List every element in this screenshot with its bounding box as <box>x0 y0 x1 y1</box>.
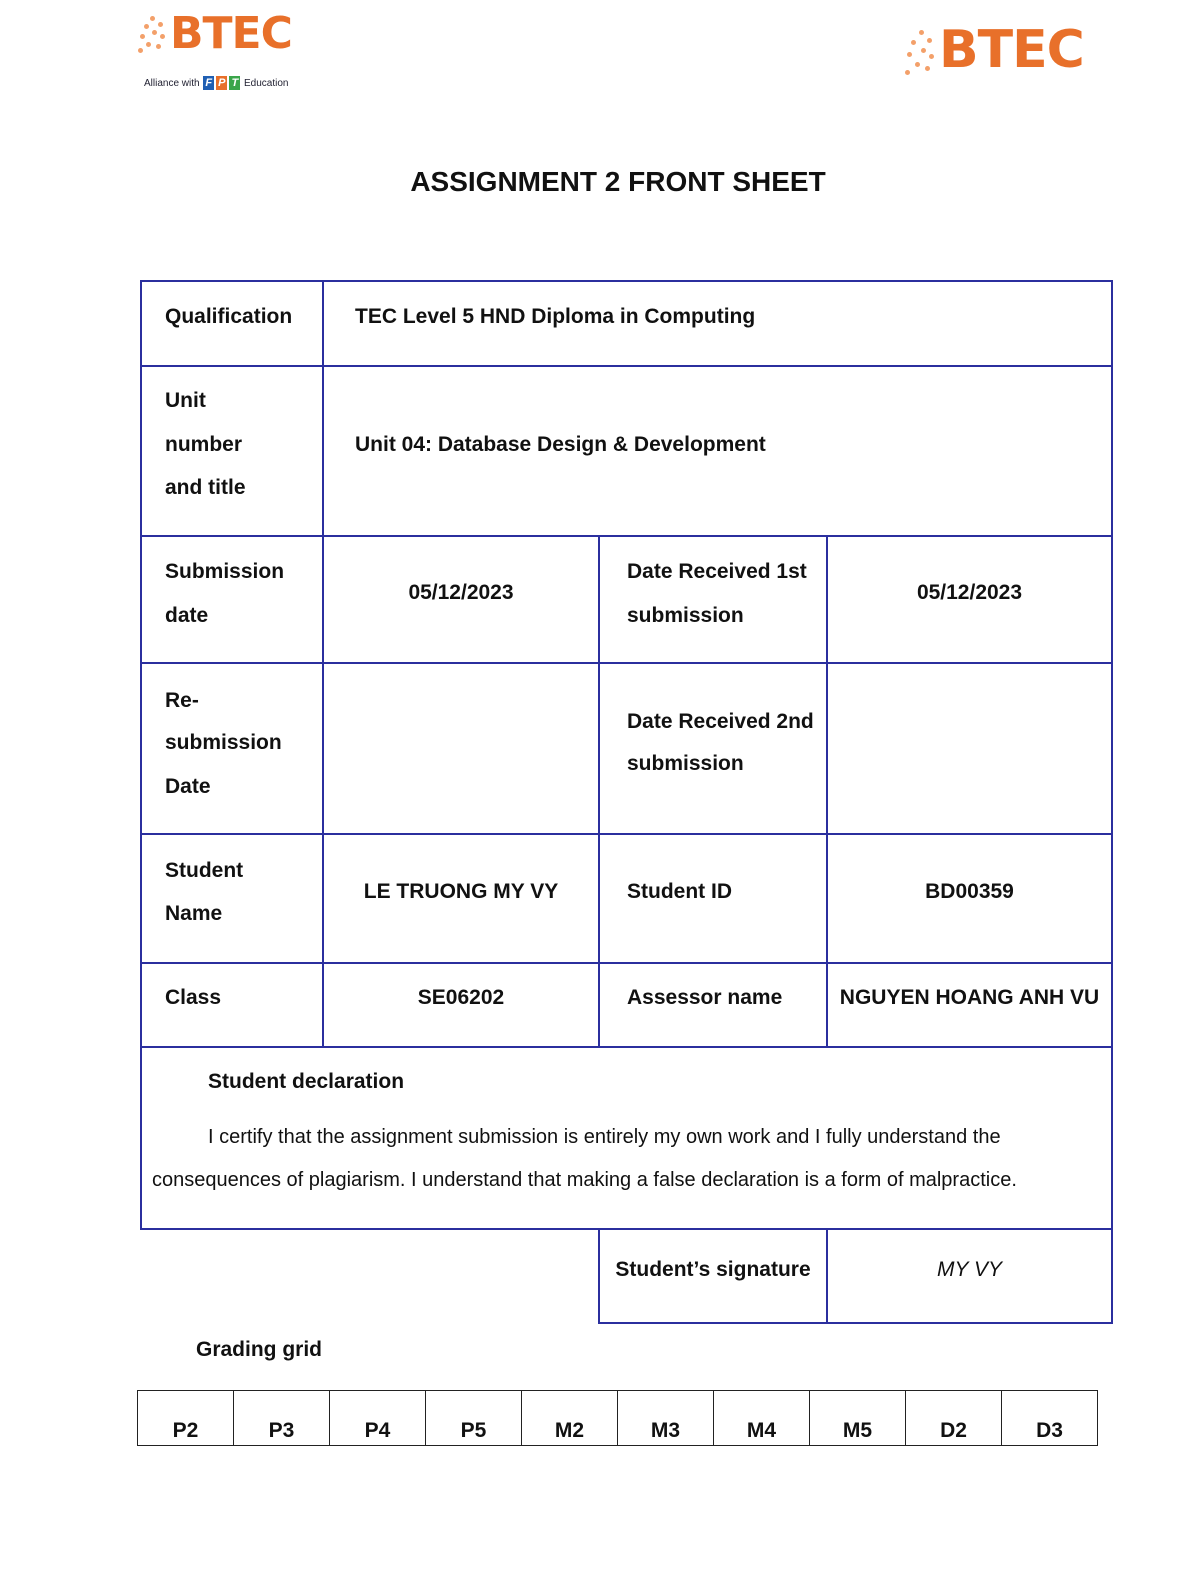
resubmission-label-line3: Date <box>165 775 211 798</box>
grade-cell-m5: M5 <box>810 1391 906 1446</box>
submission-label-line1: Submission <box>165 560 285 583</box>
received-2nd-label-line2: submission <box>627 752 744 775</box>
assessor-value: NGUYEN HOANG ANH VU <box>839 986 1100 1009</box>
resubmission-label-line2: submission <box>165 731 282 754</box>
fpt-letter-t: T <box>231 77 239 89</box>
qualification-value: TEC Level 5 HND Diploma in Computing <box>355 305 756 328</box>
received-1st-label-line2: submission <box>627 604 744 627</box>
table-rule <box>140 1046 1113 1048</box>
grading-grid-row <box>138 1391 1098 1446</box>
submission-date-value: 05/12/2023 <box>408 581 514 604</box>
grade-cell-p5: P5 <box>426 1391 522 1446</box>
grade-cell-m4: M4 <box>714 1391 810 1446</box>
logo-education-text: Education <box>243 78 289 89</box>
fpt-letter-f: F <box>205 77 213 89</box>
logo-word: BTEC <box>170 8 292 59</box>
unit-label-line2: number <box>165 433 243 456</box>
unit-label-line1: Unit <box>165 389 206 412</box>
class-value: SE06202 <box>417 986 505 1009</box>
class-label: Class <box>165 986 222 1009</box>
grading-grid-table <box>137 1390 1098 1446</box>
declaration-line2: consequences of plagiarism. I understand that making a false declaration is a form of malpractice. <box>152 1169 1017 1191</box>
grade-cell-p3: P3 <box>234 1391 330 1446</box>
student-name-label-line2: Name <box>165 902 223 925</box>
fpt-letter-p: P <box>218 77 226 89</box>
table-rule <box>140 833 1113 835</box>
logo-alliance-text: Alliance with <box>144 78 200 89</box>
table-rule <box>140 365 1113 367</box>
student-id-value: BD00359 <box>925 880 1014 903</box>
table-rule <box>140 280 142 1230</box>
unit-value: Unit 04: Database Design & Development <box>355 433 766 456</box>
grade-cell-p4: P4 <box>330 1391 426 1446</box>
table-rule <box>140 280 1113 282</box>
student-name-value: LE TRUONG MY VY <box>363 880 559 903</box>
table-rule <box>140 1228 1113 1230</box>
grade-cell-d3: D3 <box>1002 1391 1098 1446</box>
btec-fpt-logo <box>138 8 318 104</box>
page-title: ASSIGNMENT 2 FRONT SHEET <box>410 166 826 197</box>
submission-label-line2: date <box>165 604 209 627</box>
declaration-heading: Student declaration <box>208 1070 405 1093</box>
btec-logo <box>905 20 1105 86</box>
grade-cell-m2: M2 <box>522 1391 618 1446</box>
grading-grid-heading: Grading grid <box>196 1338 322 1361</box>
logo-alliance-line <box>144 76 288 90</box>
declaration-line1: I certify that the assignment submission is entirely my own work and I fully understand the <box>208 1126 1001 1148</box>
table-rule <box>1111 280 1113 1324</box>
table-rule <box>598 535 600 1048</box>
signature-label: Student’s signature <box>615 1258 811 1281</box>
assessor-label: Assessor name <box>627 986 783 1009</box>
qualification-label: Qualification <box>165 305 293 328</box>
logo-word: BTEC <box>939 20 1084 80</box>
grade-cell-m3: M3 <box>618 1391 714 1446</box>
table-rule <box>140 662 1113 664</box>
table-rule <box>599 1322 1113 1324</box>
student-id-label: Student ID <box>627 880 732 903</box>
grade-cell-p2: P2 <box>138 1391 234 1446</box>
received-2nd-label-line1: Date Received 2nd <box>627 710 814 733</box>
resubmission-label-line1: Re- <box>165 689 199 712</box>
table-rule <box>140 535 1113 537</box>
signature-value: MY VY <box>937 1258 1002 1281</box>
table-rule <box>322 280 324 1048</box>
student-name-label-line1: Student <box>165 859 244 882</box>
received-1st-value: 05/12/2023 <box>916 581 1023 604</box>
grade-cell-d2: D2 <box>906 1391 1002 1446</box>
received-1st-label-line1: Date Received 1st <box>627 560 807 583</box>
table-rule <box>140 962 1113 964</box>
unit-label-line3: and title <box>165 476 246 499</box>
